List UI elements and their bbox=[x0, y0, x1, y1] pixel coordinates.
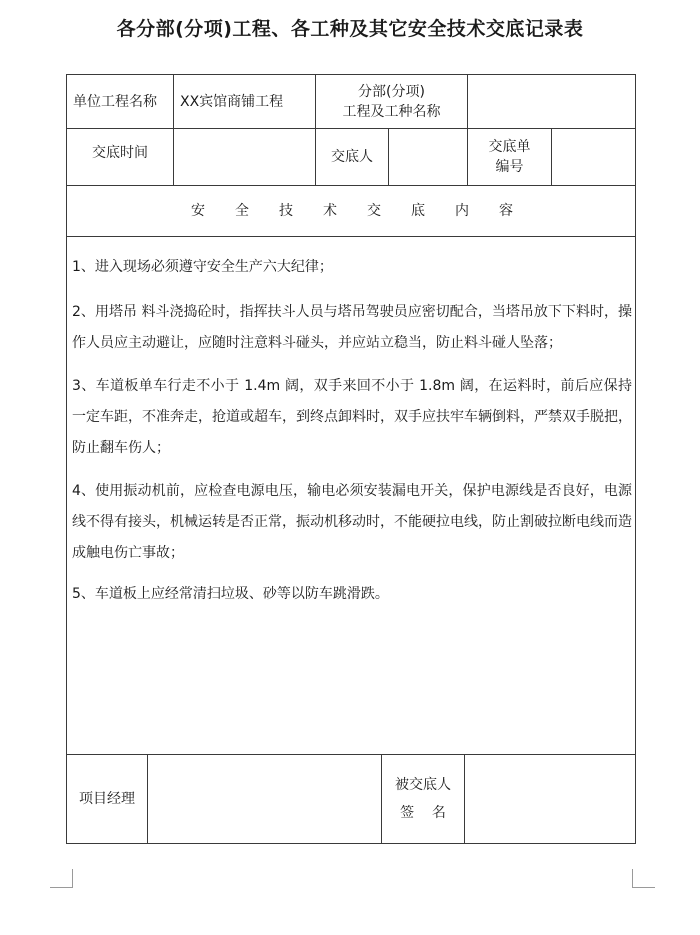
safety-item-1: 1、进入现场必须遵守安全生产六大纪律； bbox=[72, 259, 333, 275]
page-corner-mark-right bbox=[632, 869, 655, 888]
recipient-signature[interactable] bbox=[465, 755, 635, 843]
disclosure-time-value[interactable] bbox=[174, 129, 315, 185]
disclosure-number-label bbox=[468, 129, 551, 185]
subproject-value[interactable] bbox=[468, 75, 635, 128]
disclosure-time-label: 交底时间 bbox=[92, 145, 148, 161]
content-section-heading: 安全技术交底内容 bbox=[191, 203, 543, 219]
document-title: 各分部(分项)工程、各工种及其它安全技术交底记录表 bbox=[116, 18, 584, 40]
page-corner-mark-left bbox=[50, 869, 73, 888]
discloser-value[interactable] bbox=[389, 129, 467, 185]
row-divider bbox=[66, 236, 636, 237]
disclosure-number-value[interactable] bbox=[552, 129, 635, 185]
project-manager-label: 项目经理 bbox=[79, 791, 135, 807]
disclosure-number-label-line2: 编号 bbox=[495, 159, 524, 175]
subproject-label bbox=[316, 75, 467, 128]
discloser-label: 交底人 bbox=[331, 149, 373, 165]
recipient-label-line1: 被交底人 bbox=[395, 777, 451, 793]
project-name-label: 单位工程名称 bbox=[73, 93, 157, 110]
subproject-label-line1: 分部(分项) bbox=[358, 83, 425, 100]
project-manager-signature[interactable] bbox=[148, 755, 381, 843]
recipient-signature-label bbox=[382, 755, 464, 843]
disclosure-number-label-line1: 交底单 bbox=[488, 139, 531, 155]
safety-item-3: 3、车道板单车行走不小于 1.4m 阔，双手来回不小于 1.8m 阔，在运料时，前后应保持一定车距，不准奔走，抢道或超车，到终点卸料时，双手应扶牢车辆倒料，严禁双手脱把，防止翻车伤人； bbox=[72, 378, 632, 456]
safety-item-2: 2、用塔吊 料斗浇捣砼时，指挥扶斗人员与塔吊驾驶员应密切配合，当塔吊放下下料时，操作人员应主动避让，应随时注意料斗碰头，并应站立稳当，防止料斗碰人坠落； bbox=[72, 304, 632, 351]
project-name-value[interactable]: XX宾馆商铺工程 bbox=[180, 93, 284, 110]
subproject-label-line2: 工程及工种名称 bbox=[342, 103, 441, 120]
safety-item-4: 4、使用振动机前，应检查电源电压，输电必须安装漏电开关，保护电源线是否良好，电源线不得有接头，机械运转是否正常，振动机移动时，不能硬拉电线，防止割破拉断电线而造成触电伤亡事故； bbox=[72, 483, 632, 561]
recipient-label-line2: 签 名 bbox=[400, 805, 446, 821]
safety-item-5: 5、车道板上应经常清扫垃圾、砂等以防车跳滑跌。 bbox=[72, 586, 389, 602]
